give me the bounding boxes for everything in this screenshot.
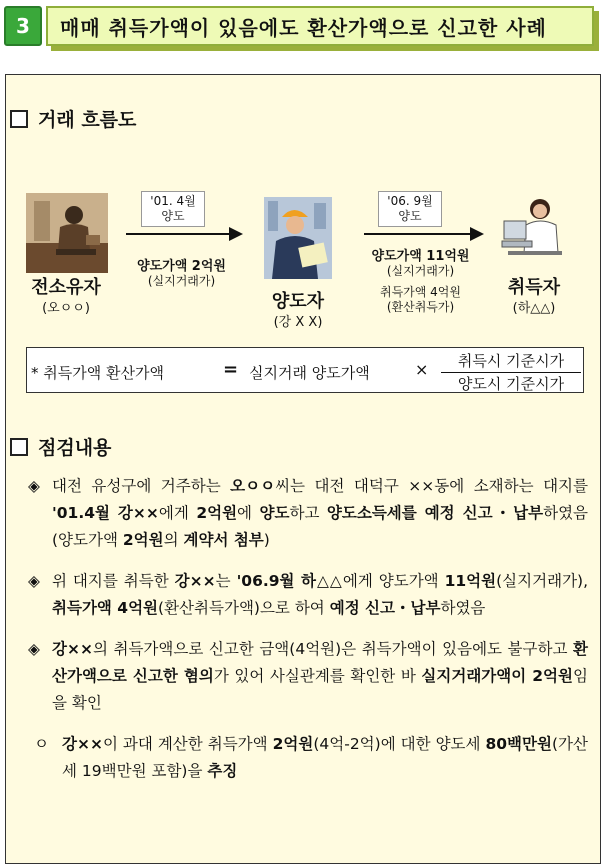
- transfer2-price-block: [358, 249, 483, 315]
- check-item: [6, 473, 602, 554]
- transfer2-date: '06. 9월: [387, 194, 433, 208]
- diamond-bullet-icon: ◈: [28, 572, 40, 590]
- check-item-text: 대전 유성구에 거주하는: [52, 477, 231, 495]
- check-item-text: '06.9월 하△△: [236, 572, 343, 590]
- woman-at-computer-icon: [498, 191, 570, 267]
- check-item-text: 취득가액 4억원: [52, 599, 159, 617]
- check-item-text: '01.4월 강××: [52, 504, 159, 522]
- check-item-text: 강××: [62, 735, 103, 753]
- middle-illustration: [264, 197, 332, 279]
- check-item-text: 강××: [174, 572, 216, 590]
- check-item-text: 11억원: [444, 572, 497, 590]
- check-item-text: 2억원: [272, 735, 314, 753]
- transfer1-arrow: [126, 233, 241, 235]
- diamond-bullet-icon: ◈: [28, 640, 40, 658]
- transfer1-date: '01. 4월: [150, 194, 196, 208]
- seller-illustration: [26, 193, 108, 273]
- middle-name: 양도자: [271, 291, 325, 312]
- check-item-text: (4억-2억)에 대한 양도세: [313, 735, 486, 753]
- formula-times: ×: [415, 360, 429, 379]
- check-item-text: 80백만원: [485, 735, 552, 753]
- transfer2-arrow: [364, 233, 482, 235]
- check-item-text: 가 있어 사실관계를 확인한 바: [213, 667, 422, 685]
- checkbox-icon: [10, 110, 28, 128]
- check-item-text: 양도: [259, 504, 290, 522]
- flow-section-title: 거래 흐름도: [38, 109, 137, 131]
- formula-numerator: 취득시 기준시가: [441, 350, 581, 373]
- seller-name: 전소유자: [31, 277, 101, 298]
- checkbox-icon: [10, 438, 28, 456]
- check-item-text: 는: [215, 572, 237, 590]
- seller-sub: (오ㅇㅇ): [42, 301, 90, 316]
- transfer2-acq-note: (환산취득가): [386, 300, 455, 314]
- formula-fraction: [441, 350, 581, 394]
- check-item-text: 하였음: [440, 599, 486, 617]
- check-item: [6, 568, 602, 622]
- transfer2-acq: 취득가액 4억원: [379, 285, 461, 299]
- check-item-text: ): [263, 531, 270, 549]
- check-item-text: 에게: [158, 504, 197, 522]
- check-item-text: 예정 신고・납부: [329, 599, 441, 617]
- check-item: [6, 731, 602, 785]
- check-item-text: 위 대지를 취득한: [52, 572, 175, 590]
- formula-denominator: 양도시 기준시가: [457, 375, 565, 393]
- check-item-text: 양도소득세를 예정 신고・납부: [326, 504, 544, 522]
- transfer1-price: 양도가액 2억원: [137, 259, 226, 274]
- check-item-text: (환산취득가액)으로 하여: [158, 599, 330, 617]
- transfer2-price-note: (실지거래가): [386, 264, 455, 278]
- check-section-heading: [10, 433, 111, 460]
- check-item-text: 의: [163, 531, 184, 549]
- check-item: [6, 636, 602, 717]
- check-item-text: 오ㅇㅇ: [230, 477, 276, 495]
- check-item-text: 2억원: [122, 531, 164, 549]
- check-item-text: 의 취득가액으로 신고한 금액(4억원)은 취득가액이 있음에도 불구하고: [92, 640, 574, 658]
- buyer-illustration: [498, 191, 570, 267]
- check-item-text: 환산가액으로 신고한 혐의: [52, 640, 588, 685]
- transfer1-action: 양도: [161, 209, 185, 223]
- transfer1-date-box: [141, 191, 205, 227]
- formula-transfer-price: 실지거래 양도가액: [249, 364, 370, 382]
- check-item-text: 이 과대 계산한 취득가액: [102, 735, 273, 753]
- check-item-text: (가산세 19백만원 포함)을: [62, 735, 588, 780]
- transfer1-price-note: (실지거래가): [147, 274, 216, 288]
- check-item-text: 강××: [52, 640, 93, 658]
- page-title: 매매 취득가액이 있음에도 환산가액으로 신고한 사례: [46, 6, 594, 46]
- check-item-text: 하고: [289, 504, 327, 522]
- check-item-text: 하였음(양도가액: [52, 504, 589, 549]
- check-item-text: 실지거래가액이 2억원: [421, 667, 573, 685]
- check-item-text: 에게 양도가액: [342, 572, 445, 590]
- hardhat-worker-icon: [264, 197, 332, 279]
- buyer-sub: (하△△): [512, 301, 556, 316]
- transfer2-action: 양도: [398, 209, 422, 223]
- circle-bullet-icon: ㅇ: [34, 735, 49, 753]
- buyer-name: 취득자: [507, 277, 561, 298]
- check-item-text: 임을 확인: [52, 667, 588, 712]
- transfer2-price: 양도가액 11억원: [371, 249, 470, 264]
- header-banner: [4, 4, 602, 50]
- middle-sub: (강 X X): [273, 315, 323, 330]
- transfer2-date-box: [378, 191, 442, 227]
- seated-man-icon: [26, 193, 108, 273]
- section-number-badge: 3: [4, 6, 42, 46]
- check-item-text: (실지거래가),: [496, 572, 589, 590]
- check-section-title: 점검내용: [38, 437, 112, 459]
- formula-lhs: * 취득가액 환산가액: [31, 364, 164, 382]
- check-items-list: [6, 473, 602, 799]
- check-item-text: 추징: [207, 762, 238, 780]
- content-panel: [5, 74, 601, 864]
- check-item-text: 씨는 대전 대덕구 ××동에 소재하는 대지를: [275, 477, 588, 495]
- transfer1-price-block: [124, 259, 239, 289]
- diamond-bullet-icon: ◈: [28, 477, 40, 495]
- check-item-text: 에: [237, 504, 260, 522]
- check-item-text: 계약서 첨부: [183, 531, 264, 549]
- formula-equals: =: [223, 359, 239, 380]
- flow-section-heading: [10, 105, 136, 132]
- check-item-text: 2억원: [196, 504, 238, 522]
- conversion-formula: [26, 347, 584, 393]
